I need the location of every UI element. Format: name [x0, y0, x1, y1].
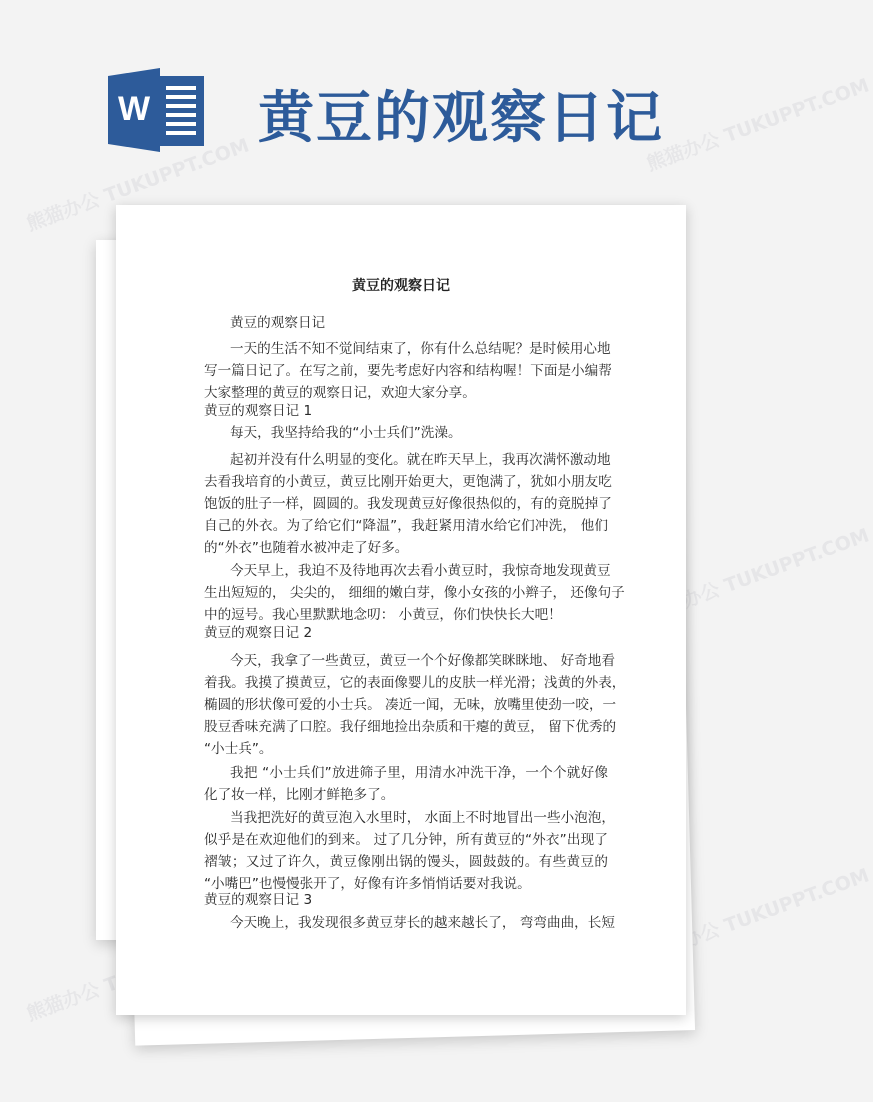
text-line: 大家整理的黄豆的观察日记，欢迎大家分享。: [204, 385, 476, 401]
watermark: 熊猫办公 TUKUPPT.COM: [643, 864, 873, 966]
text-line: 写一篇日记了。在写之前，要先考虑好内容和结构喔！下面是小编帮: [204, 363, 612, 379]
text-line: “小嘴巴”也慢慢张开了，好像有许多悄悄话要对我说。: [204, 876, 531, 892]
text-line: 我把 “小士兵们”放进筛子里，用清水冲洗干净，一个个就好像: [230, 765, 608, 781]
text-line: 的“外衣”也随着水被冲走了好多。: [204, 540, 409, 556]
text-line: 一天的生活不知不觉间结束了，你有什么总结呢？是时候用心地: [230, 341, 611, 357]
section-heading: 黄豆的观察日记 3: [204, 892, 313, 908]
watermark: 熊猫办公 TUKUPPT.COM: [23, 134, 253, 236]
section-heading: 黄豆的观察日记 1: [204, 403, 313, 419]
document-title: 黄豆的观察日记: [352, 278, 450, 294]
text-line: 着我。我摸了摸黄豆，它的表面像婴儿的皮肤一样光滑；浅黄的外表，: [204, 675, 626, 691]
watermark: 熊猫办公 TUKUPPT.COM: [643, 74, 873, 176]
text-line: 似乎是在欢迎他们的到来。 过了几分钟，所有黄豆的“外衣”出现了: [204, 832, 608, 848]
text-line: 当我把洗好的黄豆泡入水里时， 水面上不时地冒出一些小泡泡，: [230, 810, 615, 826]
text-line: 每天，我坚持给我的“小士兵们”洗澡。: [230, 425, 462, 441]
text-line: 生出短短的， 尖尖的， 细细的嫩白芽，像小女孩的小辫子， 还像句子: [204, 585, 625, 601]
text-line: 褶皱；又过了许久，黄豆像刚出锅的馒头，圆鼓鼓的。有些黄豆的: [204, 854, 608, 870]
text-line: 今天晚上，我发现很多黄豆芽长的越来越长了， 弯弯曲曲，长短: [230, 915, 615, 931]
text-line: 今天早上，我迫不及待地再次去看小黄豆时，我惊奇地发现黄豆: [230, 563, 611, 579]
section-heading: 黄豆的观察日记 2: [204, 625, 313, 641]
watermark: 熊猫办公 TUKUPPT.COM: [643, 524, 873, 626]
text-line: 椭圆的形状像可爱的小士兵。 凑近一闻，无味，放嘴里使劲一咬，一: [204, 697, 617, 713]
document-page: [116, 205, 686, 1015]
text-line: 今天，我拿了一些黄豆，黄豆一个个好像都笑眯眯地、 好奇地看: [230, 653, 615, 669]
text-line: 起初并没有什么明显的变化。就在昨天早上，我再次满怀激动地: [230, 452, 611, 468]
text-line: 黄豆的观察日记: [230, 315, 326, 331]
hero-title: 黄豆的观察日记: [258, 85, 664, 151]
text-line: 饱饭的肚子一样，圆圆的。我发现黄豆好像很热似的，有的竟脱掉了: [204, 496, 612, 512]
text-line: 中的逗号。我心里默默地念叨： 小黄豆，你们快快长大吧！: [204, 607, 562, 623]
text-line: 去看我培育的小黄豆，黄豆比刚开始更大，更饱满了，犹如小朋友吃: [204, 474, 612, 490]
word-icon: [108, 68, 208, 152]
watermark: 熊猫办公: [23, 978, 103, 1026]
text-line: “小士兵”。: [204, 741, 273, 757]
text-line: 化了妆一样，比刚才鲜艳多了。: [204, 787, 395, 803]
word-icon-letter: W: [117, 90, 151, 128]
text-line: 自己的外衣。为了给它们“降温”，我赶紧用清水给它们冲洗， 他们: [204, 518, 608, 534]
text-line: 股豆香味充满了口腔。我仔细地捡出杂质和干瘪的黄豆， 留下优秀的: [204, 719, 617, 735]
